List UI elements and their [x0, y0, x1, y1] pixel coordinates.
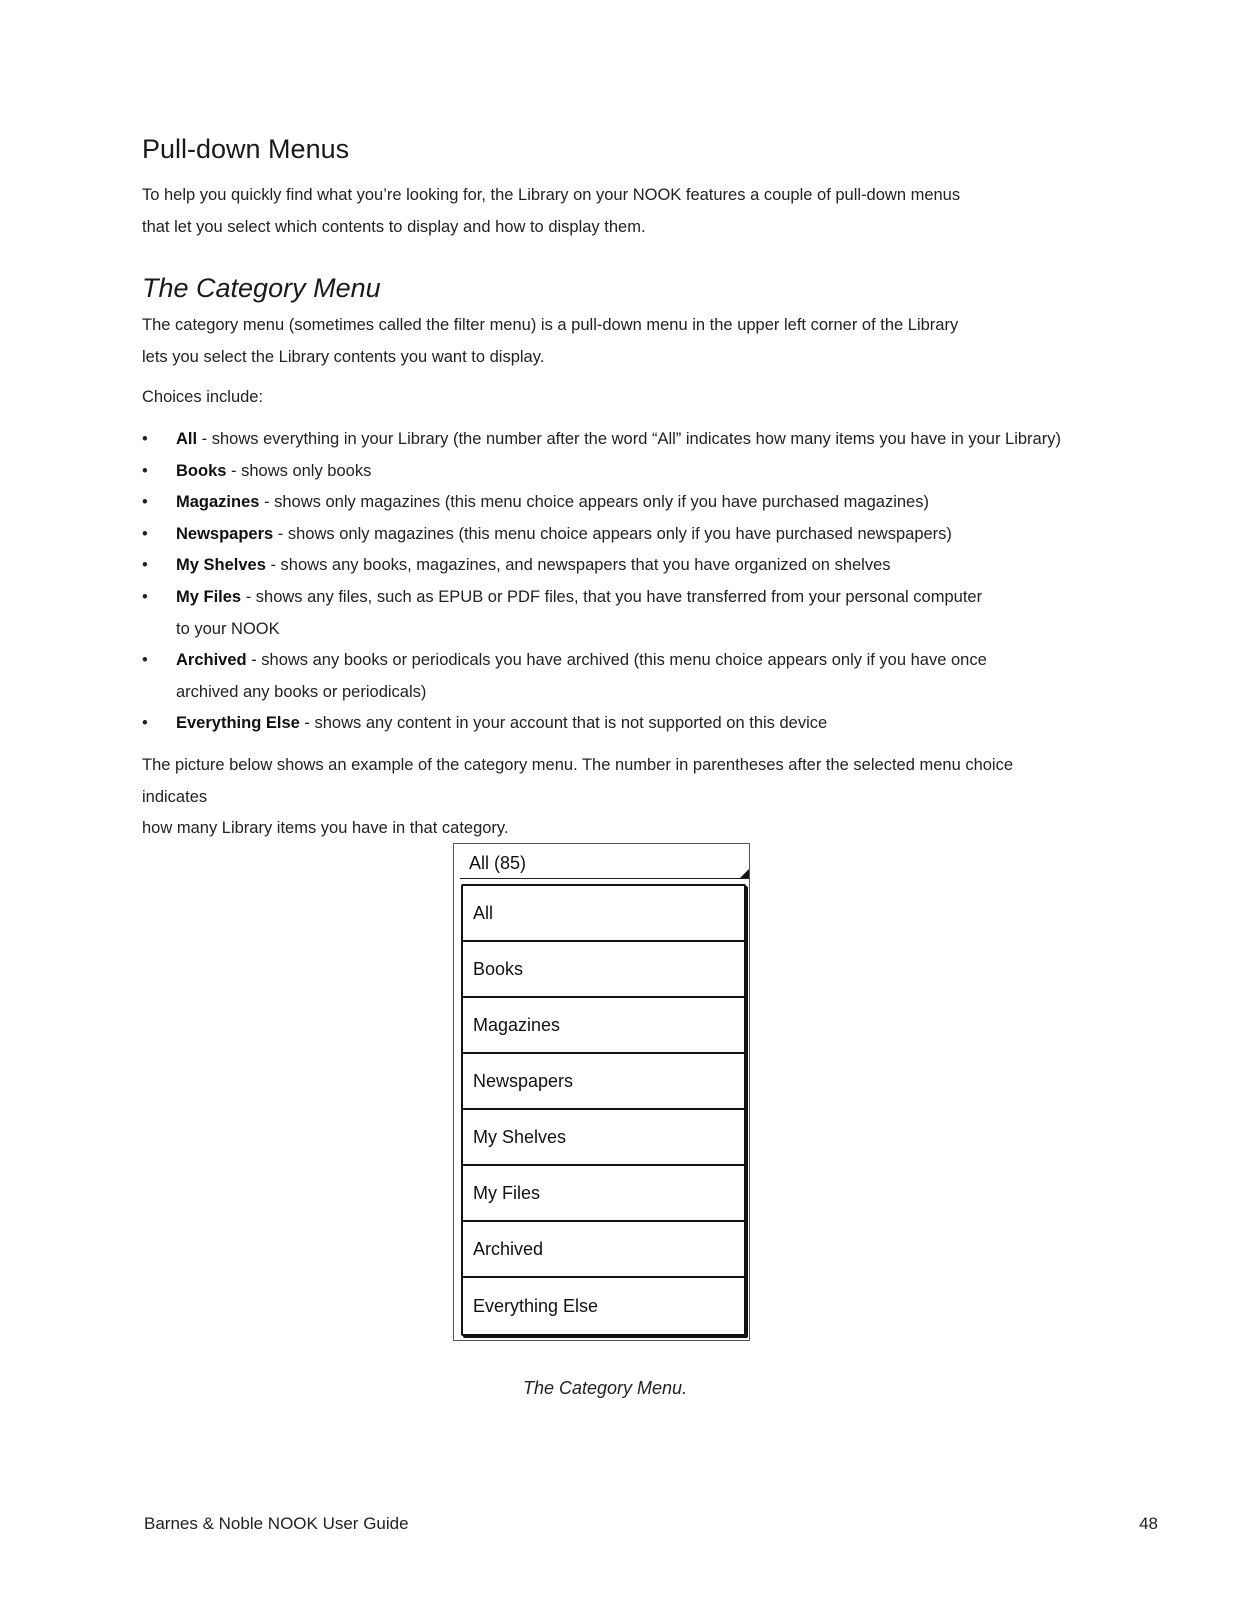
page-heading: Pull-down Menus [142, 134, 350, 164]
figure-caption: The Category Menu. [522, 1378, 688, 1398]
menu-item-my-shelves[interactable]: My Shelves [463, 1110, 744, 1166]
choice-desc: - shows any files, such as EPUB or PDF files, that you have transferred from your personal computer to your NOOK [176, 587, 983, 638]
bullet: • [142, 493, 148, 512]
list-item [142, 550, 1072, 582]
list-item [142, 456, 1072, 488]
category-menu-figure [453, 843, 750, 1341]
category-menu-list [461, 884, 746, 1336]
choice-desc: - shows only magazines (this menu choice appears only if you have purchased magazines) [259, 493, 929, 512]
choice-desc: - shows only magazines (this menu choice appears only if you have purchased newspapers) [273, 524, 952, 543]
menu-item-books[interactable]: Books [463, 942, 744, 998]
choice-term: My Files [176, 587, 242, 606]
dropdown-selected-value: All (85) [469, 853, 527, 873]
list-item [142, 582, 1072, 645]
section-heading: The Category Menu [142, 273, 381, 303]
intro-paragraph: To help you quickly find what you’re looking for, the Library on your NOOK features a couple of pull-down menus that let you select which contents to display and how to display them. [142, 186, 961, 236]
bullet: • [142, 430, 148, 448]
choice-desc: - shows any books or periodicals you have archived (this menu choice appears only if you have once archived any books or periodicals) [176, 651, 987, 701]
choice-desc: - shows any content in your account that is not supported on this device [299, 714, 828, 733]
picture-description: The picture below shows an example of the category menu. The number in parentheses after the selected menu choice indicates how many Library items you have in that category. [142, 756, 1014, 837]
choices-list [142, 424, 1072, 740]
choice-desc: - shows any books, magazines, and newspapers that you have organized on shelves [265, 556, 891, 575]
footer-title: Barnes & Noble NOOK User Guide [144, 1514, 409, 1533]
list-item [142, 519, 1072, 551]
dropdown-corner-arrow-icon [740, 869, 749, 878]
choice-desc: - shows only books [226, 461, 372, 480]
choice-term: Magazines [176, 493, 260, 512]
list-item [142, 708, 1072, 740]
choice-term: Everything Else [176, 714, 300, 733]
bullet: • [142, 651, 148, 670]
bullet: • [142, 461, 148, 480]
choice-term: All [176, 430, 198, 448]
menu-item-everything-else[interactable]: Everything Else [473, 1295, 599, 1316]
choice-term: Archived [176, 651, 247, 670]
choice-desc: - shows everything in your Library (the number after the word “All” indicates how many items you have in your Library) [197, 430, 1061, 448]
list-item [142, 645, 1072, 708]
menu-item-archived[interactable]: Archived [463, 1222, 744, 1278]
bullet: • [142, 587, 148, 606]
menu-item-all[interactable]: All [463, 886, 744, 942]
choices-intro: Choices include: [142, 388, 264, 406]
list-item [142, 487, 1072, 519]
category-description: The category menu (sometimes called the filter menu) is a pull-down menu in the upper left corner of the Library lets you select the Library contents you want to display. [142, 316, 959, 366]
list-item [142, 424, 1072, 456]
choice-term: Books [176, 461, 227, 480]
choice-term: Newspapers [176, 524, 274, 543]
choice-term: My Shelves [176, 556, 266, 575]
menu-item-magazines[interactable]: Magazines [463, 998, 744, 1054]
menu-item-my-files[interactable]: My Files [463, 1166, 744, 1222]
bullet: • [142, 556, 148, 575]
bullet: • [142, 714, 148, 733]
category-dropdown[interactable] [460, 848, 749, 879]
menu-item-newspapers[interactable]: Newspapers [463, 1054, 744, 1110]
bullet: • [142, 524, 148, 543]
page-number: 48 [1139, 1514, 1158, 1533]
